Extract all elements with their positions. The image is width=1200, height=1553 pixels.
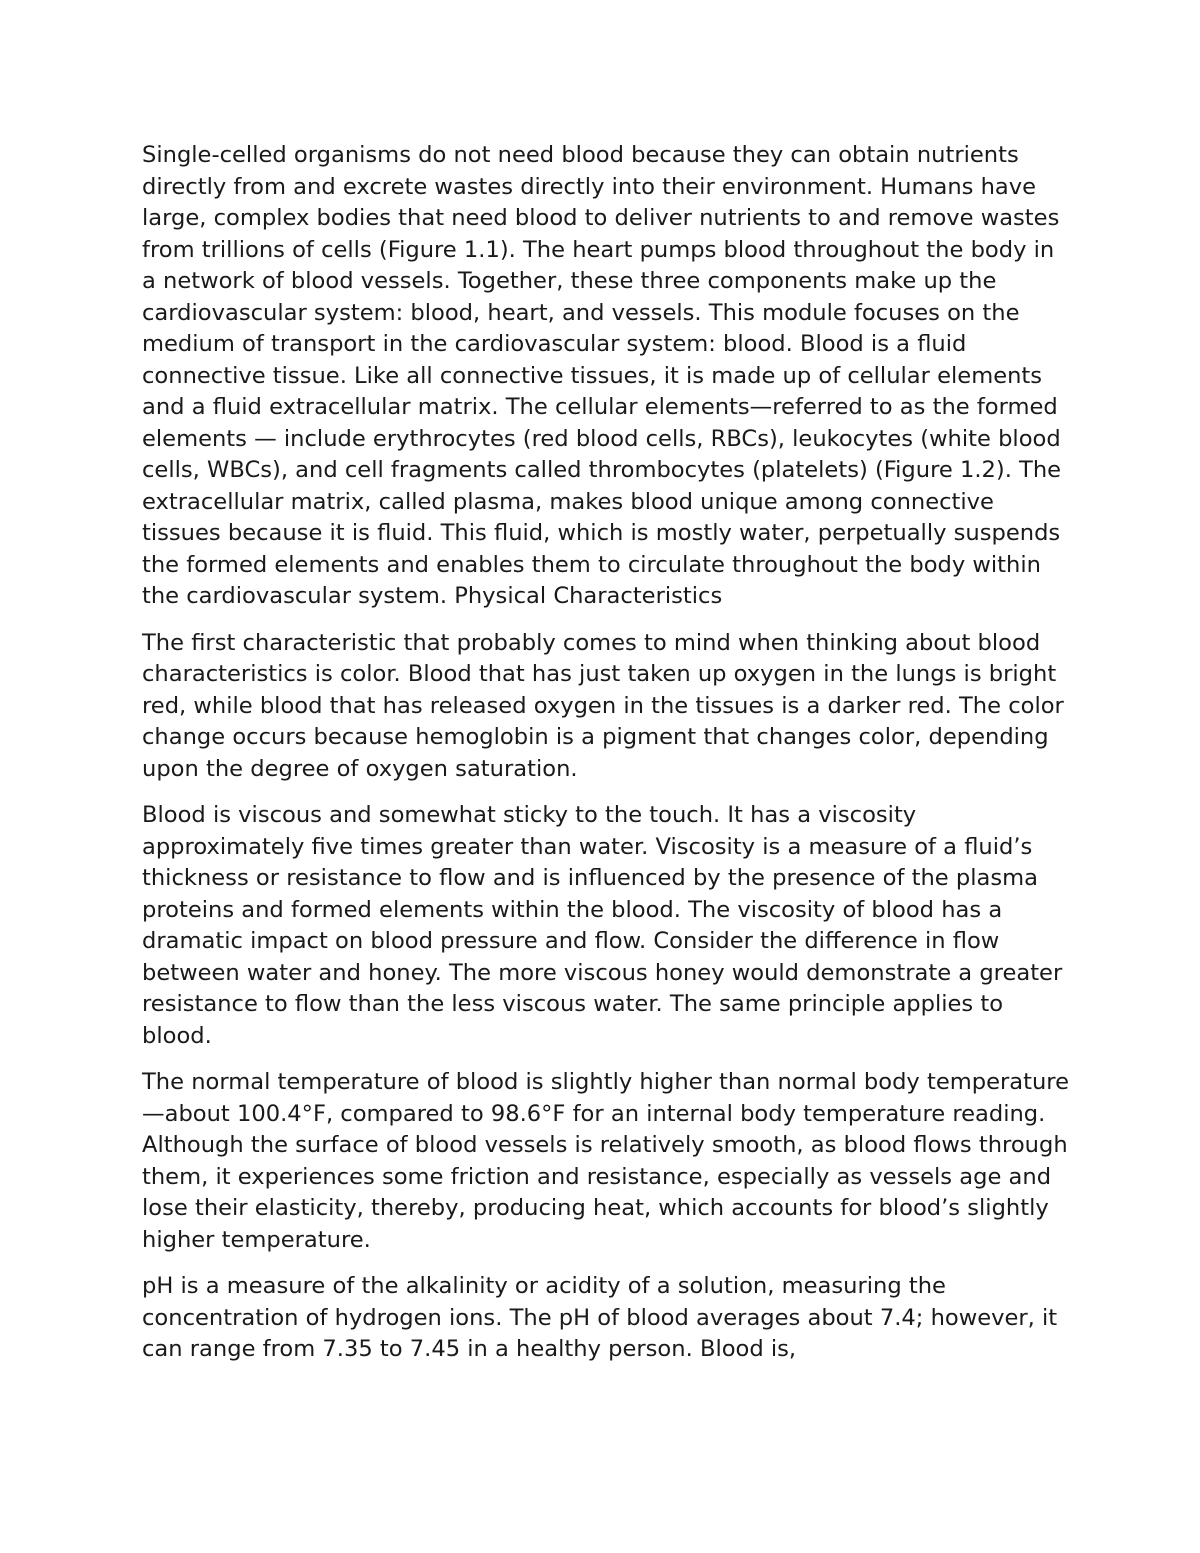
- paragraph-blood-color: The first characteristic that probably comes to mind when thinking about blood characteristics is color. Blood that has just taken up oxygen in the lungs is bright red, while blood that has released oxygen in the tissues is a darker red. The color change occurs because hemoglobin is a pigment that changes color, depending upon the degree of oxygen saturation.: [142, 629, 1064, 782]
- paragraph-blood-ph: pH is a measure of the alkalinity or acidity of a solution, measuring the concentration of hydrogen ions. The pH of blood averages about 7.4; however, it can range from 7.35 to 7.45 in a healthy person. Blood is,: [142, 1273, 1058, 1362]
- paragraph-blood-overview: Single-celled organisms do not need blood because they can obtain nutrients directly from and excrete wastes directly into their environment. Humans have large, complex bodies that need blood to deliver nutrients to and remove wastes from trillions of cells (Figure 1.1). The heart pumps blood throughout the body in a network of blood vessels. Together, these three components make up the cardiovascular system: blood, heart, and vessels. This module focuses on the medium of transport in the cardiovascular system: blood. Blood is a fluid connective tissue. Like all connective tissues, it is made up of cellular elements and a fluid extracellular matrix. The cellular elements—referred to as the formed elements — include erythrocytes (red blood cells, RBCs), leukocytes (white blood cells, WBCs), and cell fragments called thrombocytes (platelets) (Figure 1.2). The extracellular matrix, called plasma, makes blood unique among connective tissues because it is fluid. This fluid, which is mostly water, perpetually suspends the formed elements and enables them to circulate throughout the body within the cardiovascular system. Physical Characteristics: [142, 142, 1062, 609]
- document-page: [142, 140, 1072, 1381]
- paragraph-blood-temperature: The normal temperature of blood is slightly higher than normal body temperature—about 100.4°F, compared to 98.6°F for an internal body temperature reading. Although the surface of blood vessels is relatively smooth, as blood flows through them, it experiences some friction and resistance, especially as vessels age and lose their elasticity, thereby, producing heat, which accounts for blood’s slightly higher temperature.: [142, 1069, 1069, 1253]
- paragraph-blood-viscosity: Blood is viscous and somewhat sticky to the touch. It has a viscosity approximately five times greater than water. Viscosity is a measure of a fluid’s thickness or resistance to flow and is influenced by the presence of the plasma proteins and formed elements within the blood. The viscosity of blood has a dramatic impact on blood pressure and flow. Consider the difference in flow between water and honey. The more viscous honey would demonstrate a greater resistance to flow than the less viscous water. The same principle applies to blood.: [142, 802, 1063, 1049]
